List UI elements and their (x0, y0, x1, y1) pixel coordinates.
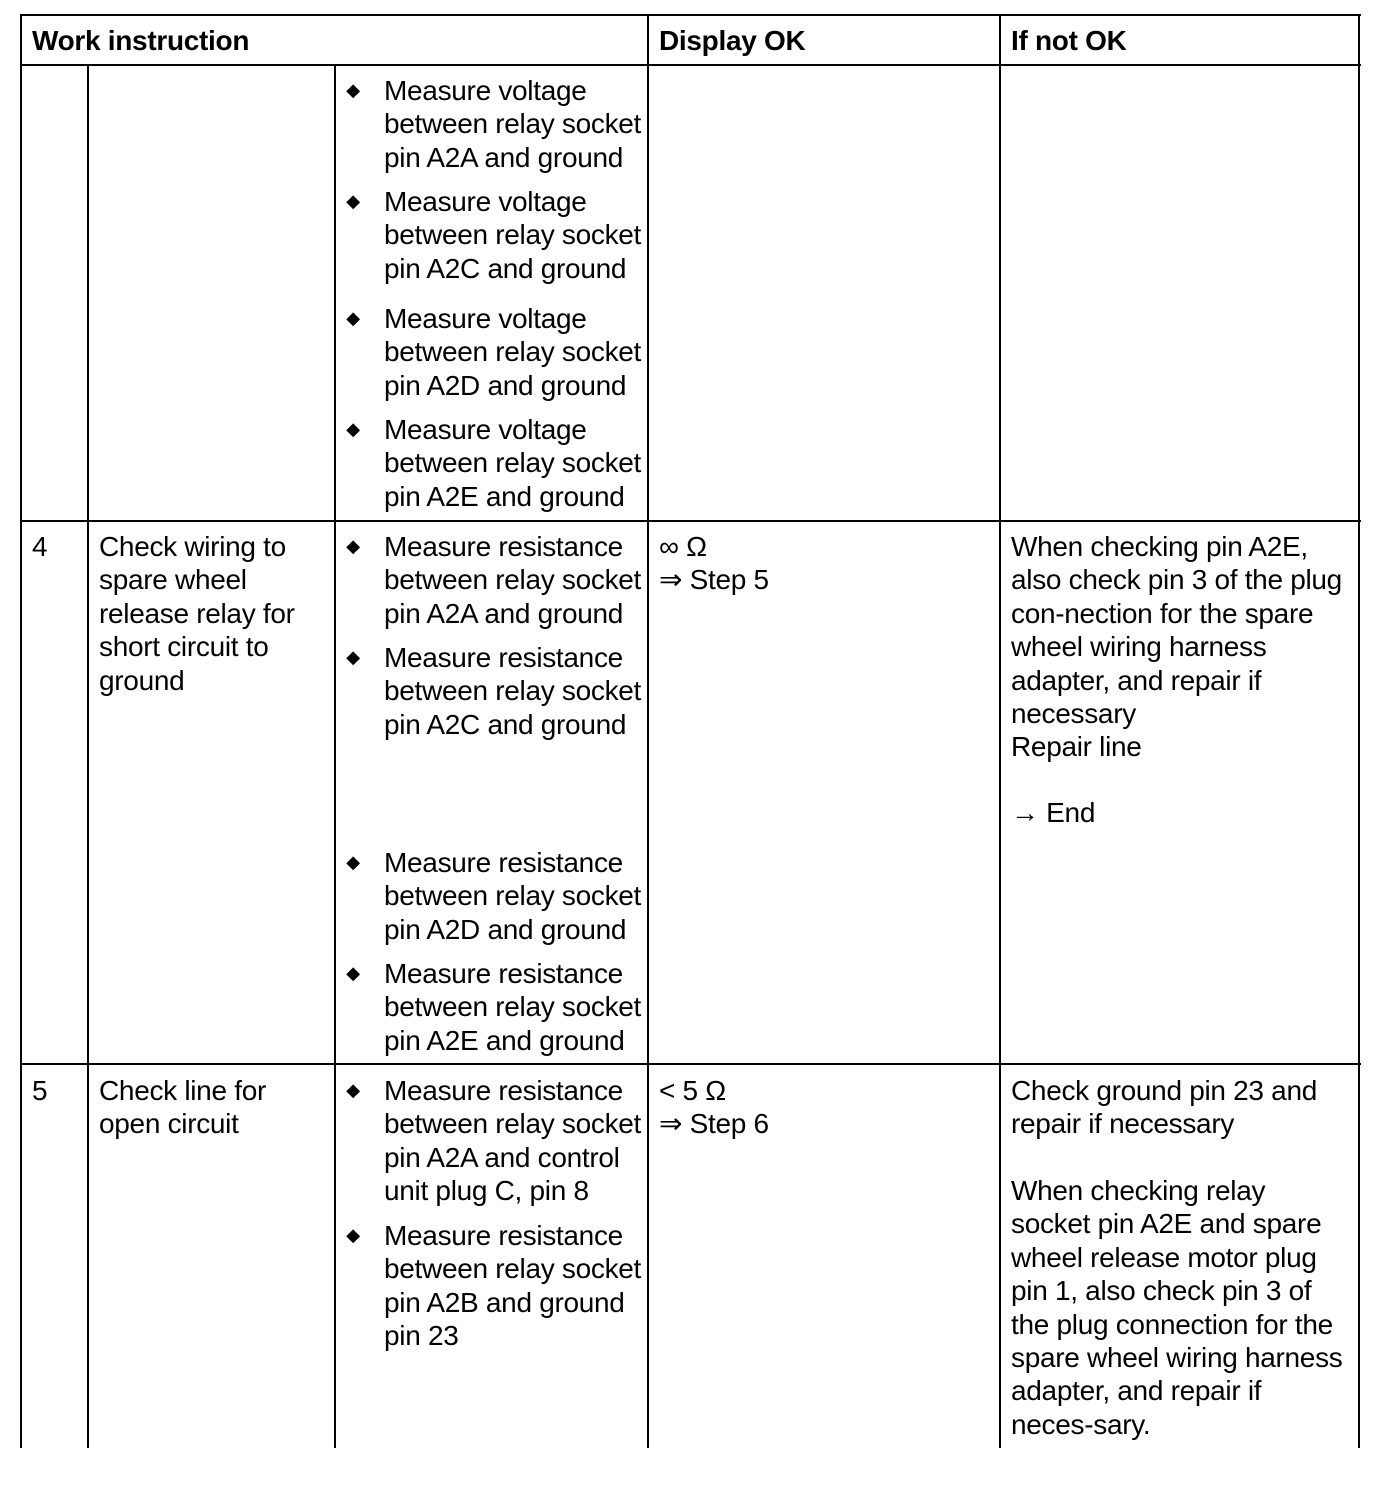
bullet-text: Measure resistance between relay socket pin A2D and ground (384, 847, 642, 945)
bullet-text: Measure resistance between relay socket pin A2C and ground (384, 642, 642, 740)
diamond-icon: ◆ (346, 80, 360, 100)
bullet-text: Measure resistance between relay socket pin A2A and control unit plug C, pin 8 (384, 1075, 642, 1207)
list-item (346, 302, 642, 402)
step-number: 5 (32, 1075, 48, 1106)
row-divider (20, 520, 1361, 522)
column-divider-step (87, 64, 89, 1448)
diamond-icon: ◆ (346, 852, 360, 872)
header-display-ok: Display OK (659, 25, 806, 56)
table-left-border (20, 14, 22, 1448)
not-ok-action: Repair line (1011, 731, 1142, 762)
diamond-icon: ◆ (346, 1225, 360, 1245)
column-divider-display (647, 14, 649, 1448)
bullet-text: Measure voltage between relay socket pin A2C and ground (384, 186, 642, 284)
header-work-instruction: Work instruction (32, 25, 250, 56)
not-ok-end: → End (1011, 797, 1096, 828)
table-top-border (20, 14, 1361, 16)
diamond-icon: ◆ (346, 308, 360, 328)
row-divider (20, 1063, 1361, 1065)
column-divider-instruction (334, 64, 336, 1448)
bullet-text: Measure resistance between relay socket pin A2B and ground pin 23 (384, 1220, 642, 1352)
bullet-text: Measure voltage between relay socket pin A2A and ground (384, 75, 642, 173)
bullet-text: Measure resistance between relay socket pin A2E and ground (384, 958, 642, 1056)
not-ok-note: When checking pin A2E, also check pin 3 of the plug con-nection for the spare wheel wiring harness adapter, and repair if necessary (1011, 531, 1342, 730)
display-ok-next-step: ⇒ Step 6 (659, 1108, 769, 1139)
list-item (346, 185, 642, 285)
diamond-icon: ◆ (346, 191, 360, 211)
diamond-icon: ◆ (346, 1080, 360, 1100)
list-item (346, 957, 642, 1057)
step-instruction: Check line for open circuit (99, 1075, 266, 1140)
not-ok-note: When checking relay socket pin A2E and spare wheel release motor plug pin 1, also check pin 3 of the plug connection for the spare wheel wiring harness adapter, and repair if neces-sary. (1011, 1175, 1343, 1440)
column-divider-notok (999, 14, 1001, 1448)
list-item (346, 1074, 642, 1208)
display-ok-value: < 5 Ω (659, 1075, 726, 1106)
list-item (346, 74, 642, 174)
list-item (346, 413, 642, 513)
header-divider (20, 64, 1361, 66)
list-item (346, 641, 642, 741)
bullet-text: Measure voltage between relay socket pin A2E and ground (384, 414, 642, 512)
diamond-icon: ◆ (346, 419, 360, 439)
not-ok-note: Check ground pin 23 and repair if necessary (1011, 1075, 1317, 1140)
display-ok-value: ∞ Ω (659, 531, 707, 562)
diamond-icon: ◆ (346, 963, 360, 983)
display-ok-next-step: ⇒ Step 5 (659, 564, 769, 595)
bullet-text: Measure resistance between relay socket pin A2A and ground (384, 531, 642, 629)
list-item (346, 530, 642, 630)
diamond-icon: ◆ (346, 647, 360, 667)
list-item (346, 1219, 642, 1353)
header-if-not-ok: If not OK (1011, 25, 1127, 56)
step-number: 4 (32, 531, 48, 562)
list-item (346, 846, 642, 946)
step-instruction: Check wiring to spare wheel release relay for short circuit to ground (99, 531, 295, 696)
table-right-border (1358, 14, 1360, 1448)
diamond-icon: ◆ (346, 536, 360, 556)
bullet-text: Measure voltage between relay socket pin A2D and ground (384, 303, 642, 401)
